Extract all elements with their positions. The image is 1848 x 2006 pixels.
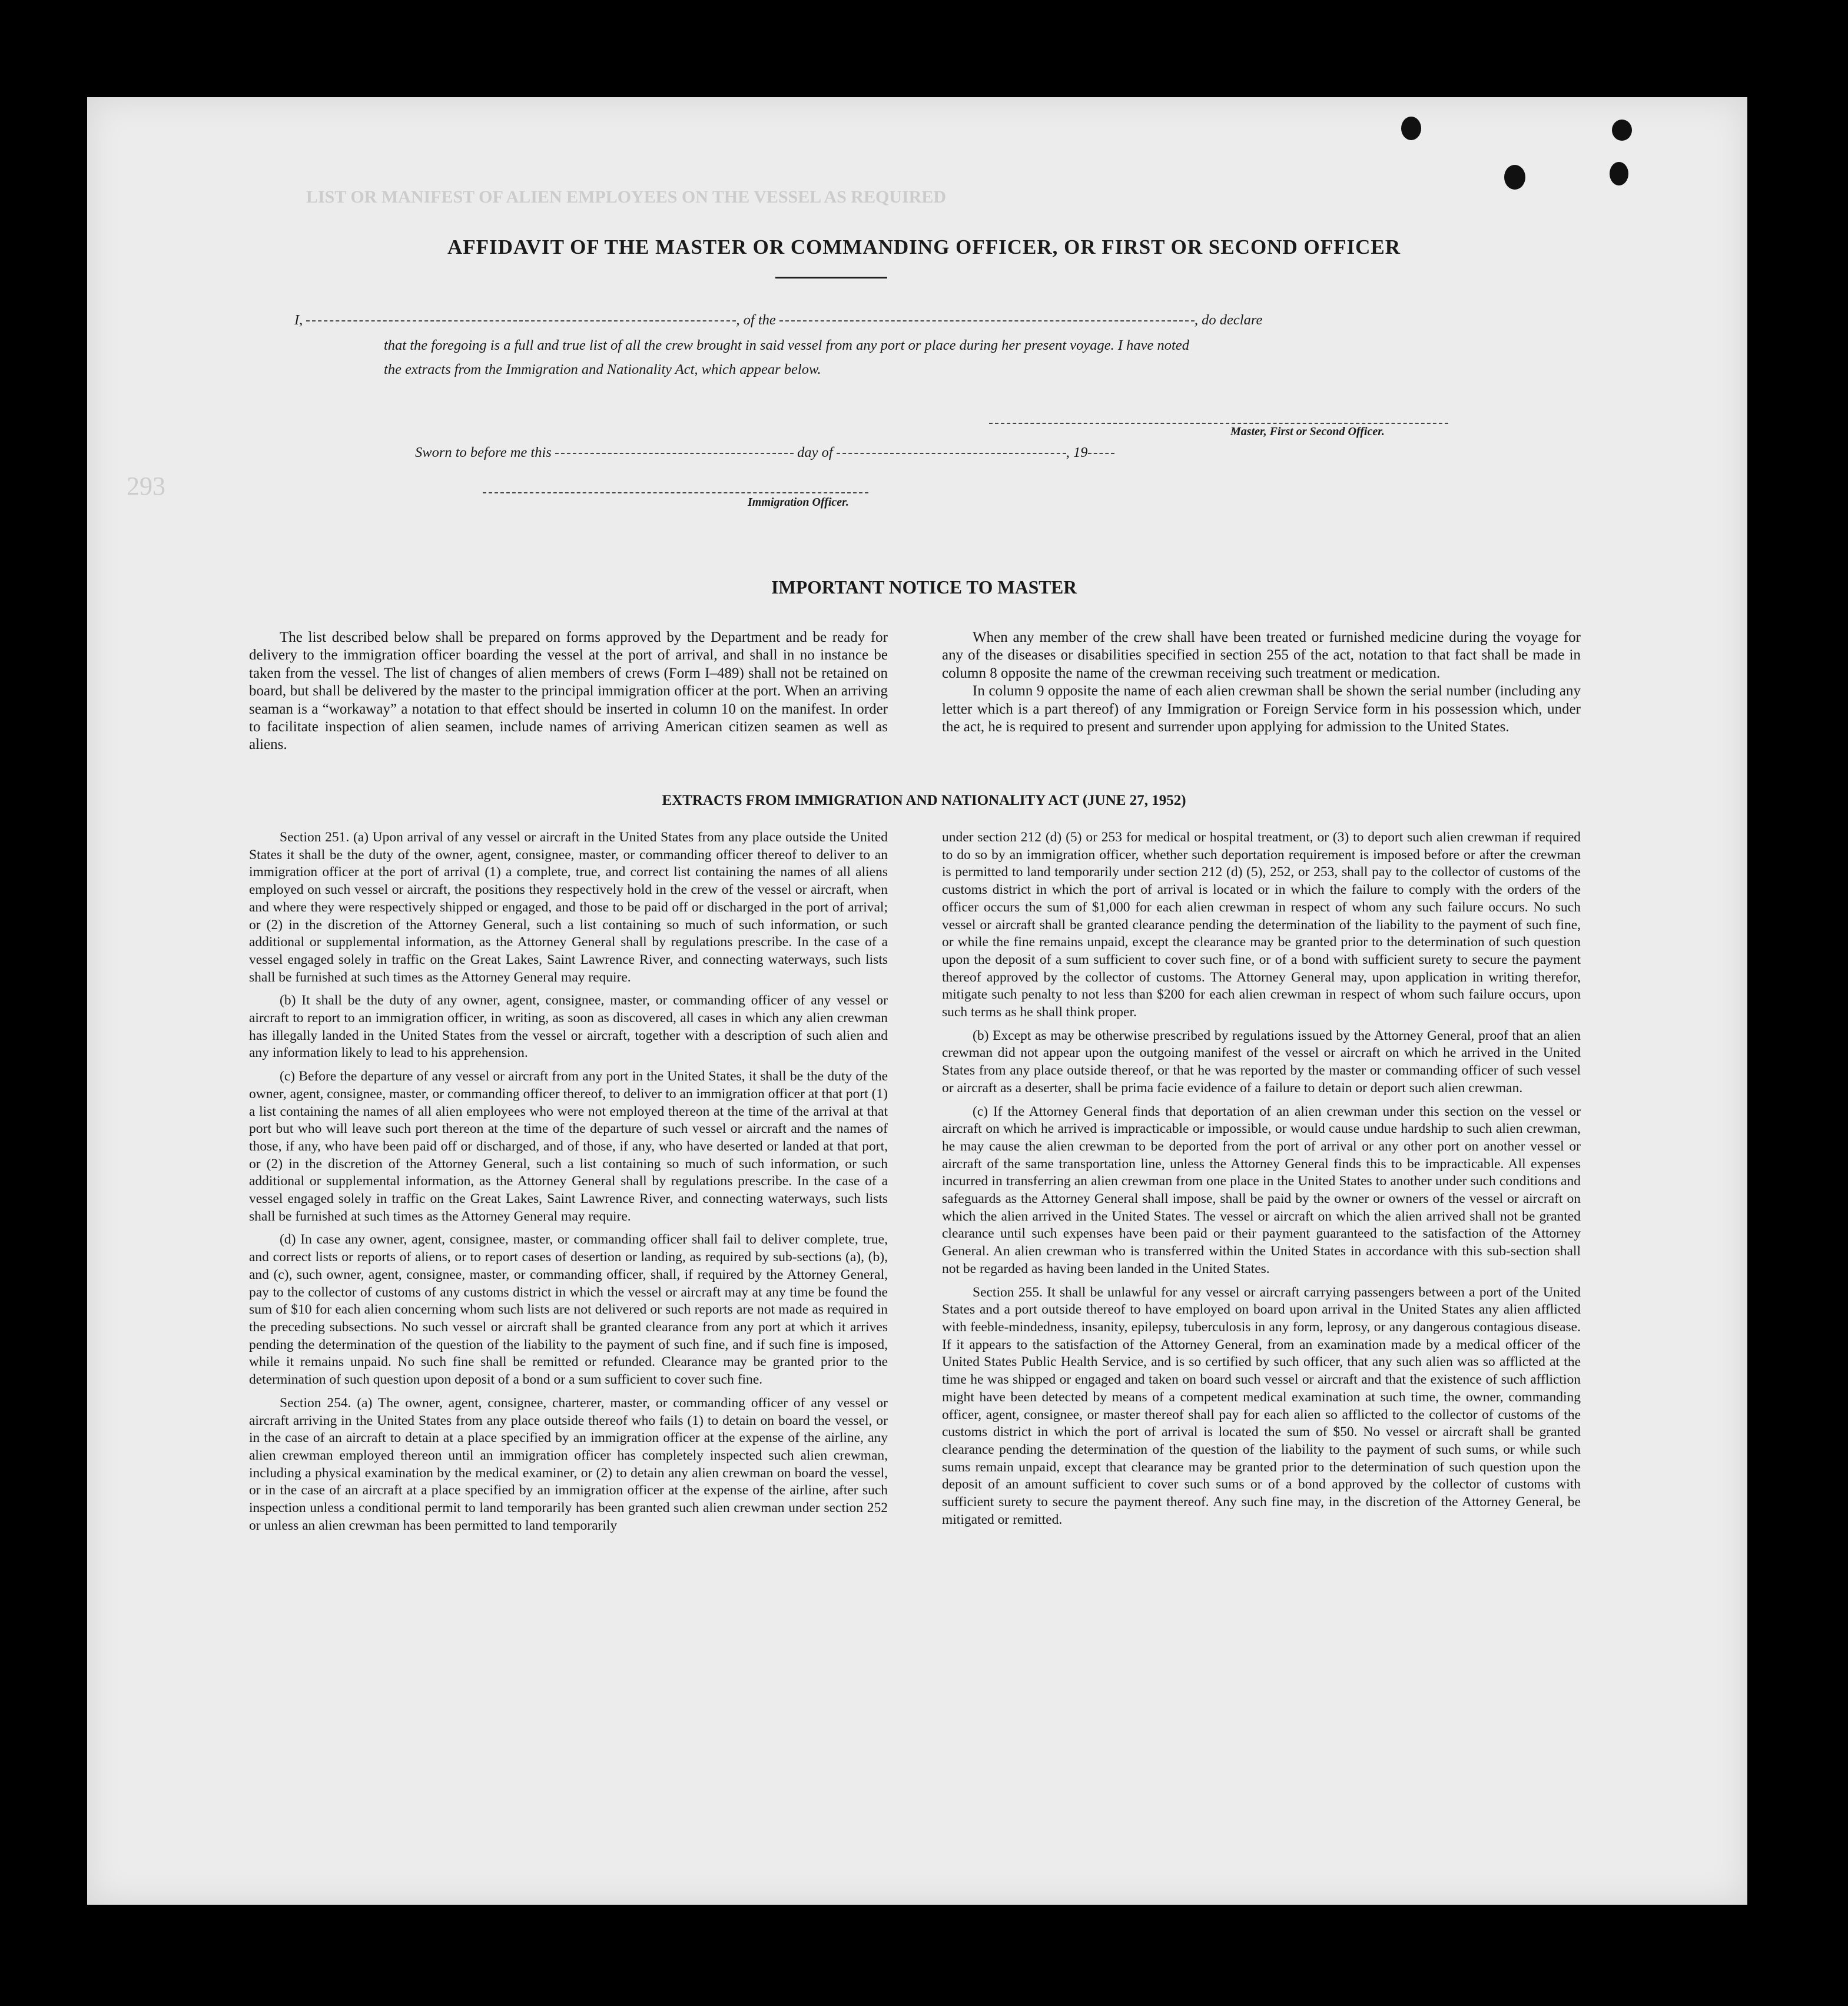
sworn-line (415, 445, 1581, 461)
title-divider (775, 277, 887, 278)
notice-right-paragraph-1: When any member of the crew shall have been treated or furnished medicine during the voyage for any of the diseases or disabilities specified in section 255 of the act, notation to that fact shall be made in column 8 opposite the name of the crewman receiving such treatment or medication. (942, 629, 1581, 681)
affidavit-title: AFFIDAVIT OF THE MASTER OR COMMANDING OFFICER, OR FIRST OR SECOND OFFICER (447, 236, 1401, 258)
declaration-line-2: that the foregoing is a full and true list of all the crew brought in said vessel from any port or place during her present voyage. I have noted (384, 337, 1189, 353)
section-254-c: (c) If the Attorney General finds that deportation of an alien crewman under this section on the vessel or aircraft on which he arrived is impracticable or impossible, or would cause undue hardship to such alien crewman, he may cause the alien crewman to be deported from the port of arrival or any other port on another vessel or aircraft of the same transportation line, unless the Attorney General finds this to be impracticable. All expenses incurred in transferring an alien crewman from one place in the United States to another under such conditions and safeguards as the Attorney General shall impose, shall be paid by the owner or owners of the vessel or aircraft on which the alien arrived in the United States. The vessel or aircraft on which the alien arrived shall not be granted clearance until such expenses have been paid or their payment guaranteed to the satisfaction of the Attorney General. An alien crewman who is transferred within the United States in accordance with this sub-section shall not be regarded as having been landed in the United States. (942, 1103, 1581, 1276)
section-254-a: Section 254. (a) The owner, agent, consignee, charterer, master, or commanding officer of any vessel or aircraft arriving in the United States from any place outside thereof who fails (1) to detain on board the vessel, or in the case of an aircraft to detain at a place specified by an immigration officer at the expense of the airline, any alien crewman employed thereon until an immigration officer has completely inspected such alien crewman, including a physical examination by the medical examiner, or (2) to detain any alien crewman on board the vessel, or in the case of an aircraft at a place specified by an immigration officer at the expense of the airline, after such inspection unless a conditional permit to land temporarily has been granted such alien crewman under section 252 or unless an alien crewman has been permitted to land temporarily (249, 1395, 888, 1533)
notice-left-column (249, 629, 888, 754)
section-255: Section 255. It shall be unlawful for any vessel or aircraft carrying passengers between a port of the United States and a port outside thereof to have employed on board upon arrival in the United States any alien afflicted with feeble-mindedness, insanity, epilepsy, tuberculosis in any form, leprosy, or any dangerous contagious disease. If it appears to the satisfaction of the Attorney General, from an examination made by a medical officer of the United States Public Health Service, and is so certified by such officer, that any such alien was so afflicted at the time he was shipped or engaged and taken on board such vessel or aircraft and that the existence of such affliction might have been detected by means of a competent medical examination at such time, the owner, commanding officer, agent, consignee, or master thereof shall pay for each alien so afflicted to the collector of customs of the customs district in which the port of arrival is located the sum of $50. No vessel or aircraft shall be granted clearance pending the determination of the question of the liability to the payment of such sums, or while such sums remain unpaid, except that clearance may be granted prior to the determination of such question upon the deposit of an amount sufficient to cover such sums or of a bond approved by the collector of customs with sufficient surety to secure the payment thereof. Any such fine may, in the discretion of the Attorney General, be mitigated or remitted. (942, 1284, 1581, 1527)
i-label: I, (294, 312, 303, 328)
section-251-c: (c) Before the departure of any vessel or aircraft from any port in the United States, it shall be the duty of the owner, agent, consignee, master, or commanding officer thereof, to deliver to an immigration officer at that port (1) a list containing the names of all alien employees who were not employed thereon at the time of the arrival at that port but who will leave such port thereon at the time of the departure of such vessel or aircraft and the names of those, if any, who have been paid off or discharged, and of those, if any, who have deserted or landed at that port, or (2) in the discretion of the Attorney General, such a list containing so much of such information, or such additional or supplemental information, as the Attorney General shall by regulations prescribe. In the case of a vessel engaged solely in traffic on the Great Lakes, Saint Lawrence River, and connecting waterways, such lists shall be furnished at such times as the Attorney General may require. (249, 1069, 888, 1224)
do-declare-label: , do declare (1194, 312, 1263, 328)
name-blank[interactable] (306, 319, 736, 321)
notice-right-paragraph-2: In column 9 opposite the name of each alien crewman shall be shown the serial number (including any letter which is a part thereof) of any Immigration or Foreign Service form in his possession which, under the act, he is required to present and surrender upon applying for admission to the United States. (942, 683, 1581, 735)
notice-right-column (942, 629, 1581, 736)
extracts-title: EXTRACTS FROM IMMIGRATION AND NATIONALITY ACT (JUNE 27, 1952) (662, 793, 1186, 808)
year-blank[interactable] (1088, 452, 1114, 454)
officer-signature-label: Immigration Officer. (748, 496, 849, 509)
section-254-b: (b) Except as may be otherwise prescribed by regulations issued by the Attorney General, proof that an alien crewman did not appear upon the outgoing manifest of the vessel or aircraft on which he arrived in the United States from any place outside thereof, or that he was reported by the master or commanding officer of such vessel or aircraft as a deserter, shall be prima facie evidence of a failure to detain or deport such alien crewman. (942, 1027, 1581, 1096)
year-label: , 19 (1066, 445, 1088, 460)
extracts-left-column (249, 829, 888, 1540)
punch-hole-mark (1610, 162, 1628, 185)
punch-hole-mark (1401, 117, 1421, 140)
of-the-label: , of the (736, 312, 776, 328)
vessel-blank[interactable] (779, 319, 1195, 321)
sworn-month-blank[interactable] (837, 452, 1066, 454)
officer-signature-line[interactable] (483, 492, 868, 493)
extracts-right-column (942, 829, 1581, 1534)
sworn-day-blank[interactable] (555, 452, 794, 454)
master-signature-label: Master, First or Second Officer. (1230, 425, 1385, 438)
day-of-label: day of (797, 445, 833, 460)
section-251-d: (d) In case any owner, agent, consignee, master, or commanding officer shall fail to deliver complete, true, and correct lists or reports of aliens, or to report cases of desertion or landing, as required by sub-sections (a), (b), and (c), such owner, agent, consignee, master, or commanding officer, shall, if required by the Attorney General, pay to the collector of customs of any customs district in which the vessel or aircraft may at any time be found the sum of $10 for each alien concerning whom such lists are not delivered or such reports are not made as required in the preceding subsections. No such vessel or aircraft shall be granted clearance from any port at which it arrives pending the determination of the question of the liability to the payment of such fine, and if such fine is imposed, while it remains unpaid. No such fine shall be remitted or refunded. Clearance may be granted prior to the determination of such question upon deposit of a bond or a sum sufficient to cover such fine. (249, 1232, 888, 1388)
master-signature-line[interactable] (989, 423, 1448, 424)
punch-hole-mark (1504, 165, 1525, 190)
notice-left-paragraph: The list described below shall be prepared on forms approved by the Department and be ready for delivery to the immigration officer boarding the vessel at the port of arrival, and shall in no instance be taken from the vessel. The list of changes of alien members of crews (Form I–489) shall not be retained on board, but shall be delivered by the master to the principal immigration officer at the port. When an arriving seaman is a “workaway” a notation to that effect should be inserted in column 10 on the manifest. In order to facilitate inspection of alien seamen, include names of arriving American citizen seamen as well as aliens. (249, 629, 888, 753)
sworn-label: Sworn to before me this (415, 445, 552, 460)
section-251-b: (b) It shall be the duty of any owner, agent, consignee, master, or commanding officer of any vessel or aircraft to report to an immigration officer, in writing, as soon as discovered, all cases in which any alien crewman has illegally landed in the United States from the vessel or aircraft, together with a description of such alien and any information likely to lead to his apprehension. (249, 993, 888, 1061)
declaration-line-1 (294, 312, 1460, 329)
punch-hole-mark (1612, 120, 1632, 141)
section-251-a: Section 251. (a) Upon arrival of any vessel or aircraft in the United States from any place outside the United States it shall be the duty of the owner, agent, consignee, master, or commanding officer thereof to deliver to an immigration officer at the port of arrival (1) a complete, true, and correct list containing the names of all aliens employed on such vessel or aircraft, the positions they respectively hold in the crew of the vessel or aircraft, when and where they were respectively shipped or engaged, and those to be paid off or discharged in the port of arrival; or (2) in the discretion of the Attorney General, such a list containing so much of such information, or such additional or supplemental information, as the Attorney General shall by regulations prescribe. In the case of a vessel engaged solely in traffic on the Great Lakes, Saint Lawrence River, and connecting waterways, such lists shall be furnished at such times as the Attorney General may require. (249, 830, 888, 985)
notice-title: IMPORTANT NOTICE TO MASTER (771, 577, 1077, 598)
section-254-a-continued: under section 212 (d) (5) or 253 for medical or hospital treatment, or (3) to deport such alien crewman if required to do so by an immigration officer, whether such deportation requirement is imposed before or after the crewman is permitted to land temporarily under section 212 (d) (5), 252, or 253, shall pay to the collector of customs of the customs district in which the port of arrival is located or in which the failure to comply with the orders of the officer occurs the sum of $1,000 for each alien crewman in respect of whom any such failure occurs. No such vessel or aircraft shall be granted clearance pending the determination of the liability to the payment of such fine, or while the fine remains unpaid, except the clearance may be granted prior to the determination of such question upon the deposit of a sum sufficient to cover such fine, or of a bond with sufficient surety to secure the payment thereof approved by the collector of customs. The Attorney General may, upon application in writing therefor, mitigate such penalty to not less than $200 for each alien crewman in respect of whom such failure occurs, upon such terms as he shall think proper. (942, 830, 1581, 1020)
declaration-line-3: the extracts from the Immigration and Nationality Act, which appear below. (384, 362, 821, 377)
